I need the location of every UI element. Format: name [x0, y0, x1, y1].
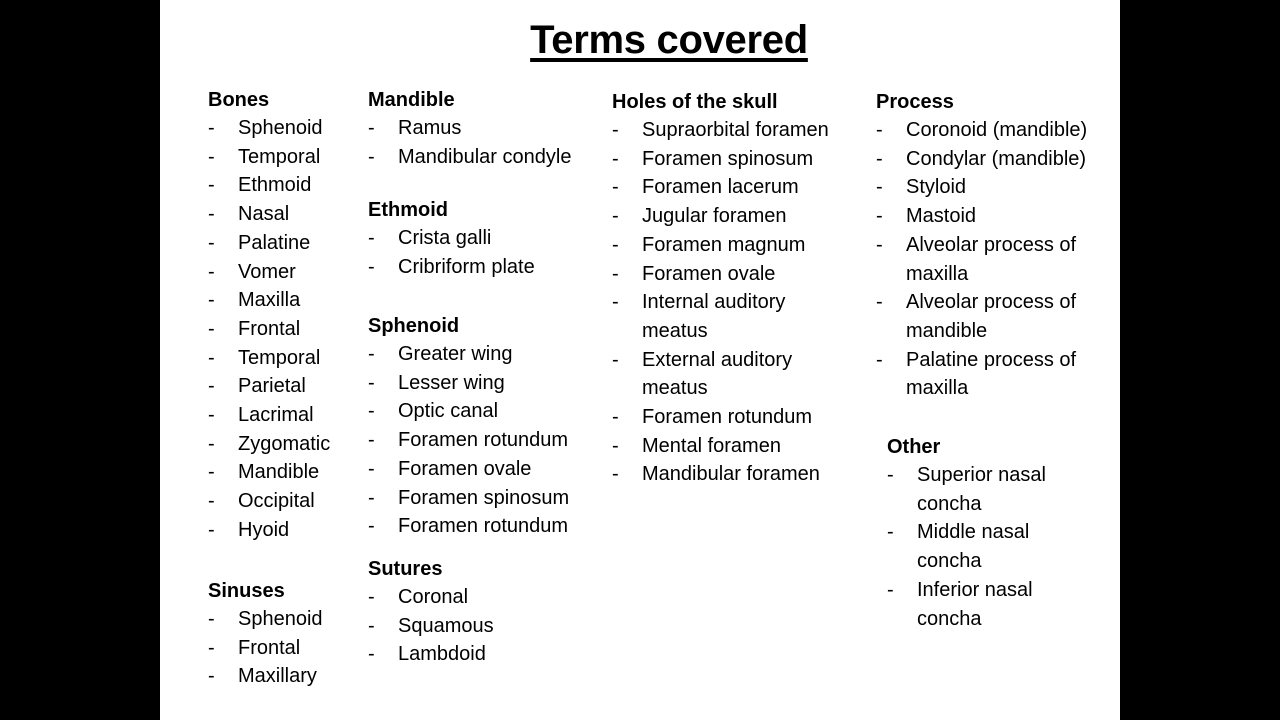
list-item: [612, 288, 847, 345]
term-list: [208, 114, 330, 545]
term-text: Foramen spinosum: [398, 486, 570, 509]
term-text: Palatine: [238, 231, 311, 254]
section-heading: Sinuses: [208, 580, 285, 602]
list-item: [612, 260, 847, 289]
bullet-dash: -: [612, 463, 619, 486]
list-item: [208, 143, 330, 172]
term-text: Mandibular foramen: [642, 463, 820, 486]
bullet-dash: -: [368, 371, 375, 394]
bullet-dash: -: [876, 176, 883, 199]
bullet-dash: -: [887, 578, 894, 601]
list-item: [368, 640, 494, 669]
section-sinuses: [208, 577, 323, 691]
section-heading: Sutures: [368, 558, 443, 580]
bullet-dash: -: [368, 227, 375, 249]
term-text: Inferior nasal concha: [917, 578, 1033, 630]
list-item: [368, 369, 569, 398]
term-text: Mastoid: [906, 205, 977, 228]
term-text: Foramen rotundum: [398, 515, 569, 538]
bullet-dash: -: [876, 291, 883, 314]
term-list: [876, 116, 1111, 403]
bullet-dash: -: [876, 348, 883, 371]
term-list: [368, 114, 571, 171]
term-text: Palatine process of maxilla: [906, 348, 1077, 400]
list-item: [208, 634, 323, 663]
term-text: Crista galli: [398, 227, 492, 249]
list-item: [612, 173, 847, 202]
list-item: [208, 344, 330, 373]
term-text: External auditory meatus: [642, 348, 793, 400]
section-heading: Bones: [208, 89, 270, 111]
term-text: Foramen lacerum: [642, 176, 799, 199]
bullet-dash: -: [368, 643, 375, 666]
term-text: Sphenoid: [238, 117, 323, 139]
list-item: [612, 460, 847, 489]
list-item: [208, 229, 330, 258]
term-text: Mental foramen: [642, 434, 781, 457]
bullet-dash: -: [876, 119, 883, 141]
bullet-dash: -: [208, 203, 215, 226]
bullet-dash: -: [368, 586, 375, 608]
section-ethmoid: [368, 196, 535, 281]
term-text: Occipital: [238, 490, 315, 513]
list-item: [208, 258, 330, 287]
list-item: [612, 432, 847, 461]
term-text: Squamous: [398, 614, 494, 637]
bullet-dash: -: [876, 233, 883, 256]
list-item: [887, 461, 1077, 518]
list-item: [208, 516, 330, 545]
bullet-dash: -: [208, 346, 215, 369]
term-text: Temporal: [238, 346, 321, 369]
list-item: [368, 253, 535, 282]
section-sphenoid: [368, 312, 569, 541]
list-item: [887, 518, 1077, 575]
term-text: Styloid: [906, 176, 967, 199]
bullet-dash: -: [612, 262, 619, 285]
term-list: [368, 583, 494, 669]
section-other: [887, 433, 1077, 633]
bullet-dash: -: [368, 614, 375, 637]
term-text: Foramen rotundum: [398, 429, 569, 452]
bullet-dash: -: [612, 233, 619, 256]
bullet-dash: -: [208, 608, 215, 630]
bullet-dash: -: [612, 205, 619, 228]
term-text: Sphenoid: [238, 608, 323, 630]
list-item: [208, 114, 330, 143]
term-text: Ethmoid: [238, 174, 312, 197]
list-item: [208, 200, 330, 229]
list-item: [612, 202, 847, 231]
term-list: [368, 224, 535, 281]
section-heading: Sphenoid: [368, 315, 460, 337]
bullet-dash: -: [208, 117, 215, 139]
term-text: Middle nasal concha: [917, 521, 1030, 573]
list-item: [876, 346, 1111, 403]
bullet-dash: -: [876, 205, 883, 228]
term-text: Internal auditory meatus: [642, 291, 786, 342]
section-heading: Process: [876, 91, 954, 113]
term-text: Alveolar process of mandible: [906, 291, 1077, 342]
list-item: [208, 458, 330, 487]
bullet-dash: -: [612, 147, 619, 170]
bullet-dash: -: [208, 174, 215, 197]
list-item: [368, 512, 569, 541]
bullet-dash: -: [208, 260, 215, 283]
list-item: [208, 401, 330, 430]
bullet-dash: -: [612, 176, 619, 199]
term-text: Superior nasal concha: [917, 464, 1046, 515]
bullet-dash: -: [208, 375, 215, 398]
term-text: Hyoid: [238, 518, 290, 541]
bullet-dash: -: [612, 406, 619, 429]
term-text: Cribriform plate: [398, 255, 535, 278]
list-item: [368, 426, 569, 455]
term-text: Foramen rotundum: [642, 406, 813, 429]
term-text: Condylar (mandible): [906, 147, 1087, 170]
list-item: [368, 583, 494, 612]
term-text: Coronal: [398, 586, 469, 608]
list-item: [368, 397, 569, 426]
list-item: [887, 576, 1077, 633]
term-text: Temporal: [238, 145, 321, 168]
section-heading: Other: [887, 436, 941, 458]
bullet-dash: -: [208, 289, 215, 312]
term-text: Vomer: [238, 260, 296, 283]
bullet-dash: -: [208, 665, 215, 688]
slide-title: Terms covered: [530, 18, 808, 62]
bullet-dash: -: [368, 400, 375, 423]
section-heading: Ethmoid: [368, 199, 448, 221]
bullet-dash: -: [208, 636, 215, 659]
bullet-dash: -: [208, 432, 215, 455]
bullet-dash: -: [612, 291, 619, 314]
bullet-dash: -: [208, 461, 215, 484]
section-bones: [208, 86, 330, 545]
list-item: [368, 484, 569, 513]
term-text: Maxillary: [238, 665, 317, 688]
list-item: [368, 455, 569, 484]
section-mandible: [368, 86, 571, 171]
bullet-dash: -: [368, 457, 375, 480]
term-text: Mandible: [238, 461, 320, 484]
list-item: [208, 430, 330, 459]
list-item: [208, 286, 330, 315]
term-text: Alveolar process of maxilla: [906, 233, 1077, 285]
bullet-dash: -: [368, 117, 375, 139]
list-item: [876, 116, 1111, 145]
term-text: Maxilla: [238, 289, 301, 312]
list-item: [208, 315, 330, 344]
term-text: Coronoid (mandible): [906, 119, 1088, 141]
bullet-dash: -: [368, 486, 375, 509]
term-text: Jugular foramen: [642, 205, 787, 228]
term-text: Lesser wing: [398, 371, 505, 394]
list-item: [208, 662, 323, 691]
term-list: [368, 340, 569, 541]
term-list: [887, 461, 1077, 633]
term-text: Lambdoid: [398, 643, 486, 666]
term-text: Lacrimal: [238, 404, 314, 427]
bullet-dash: -: [208, 490, 215, 513]
list-item: [612, 116, 847, 145]
term-list: [208, 605, 323, 691]
list-item: [876, 231, 1111, 288]
bullet-dash: -: [368, 343, 375, 365]
list-item: [368, 340, 569, 369]
term-text: Parietal: [238, 375, 306, 398]
list-item: [876, 288, 1111, 345]
term-text: Ramus: [398, 117, 462, 139]
list-item: [612, 231, 847, 260]
list-item: [876, 145, 1111, 174]
term-text: Supraorbital foramen: [642, 119, 829, 141]
list-item: [368, 143, 571, 172]
bullet-dash: -: [612, 348, 619, 371]
bullet-dash: -: [208, 317, 215, 340]
section-holes-of-the-skull: [612, 88, 847, 489]
list-item: [368, 114, 571, 143]
bullet-dash: -: [368, 429, 375, 452]
list-item: [208, 372, 330, 401]
bullet-dash: -: [208, 145, 215, 168]
term-text: Foramen spinosum: [642, 147, 814, 170]
list-item: [368, 612, 494, 641]
list-item: [368, 224, 535, 253]
term-text: Foramen ovale: [642, 262, 776, 285]
list-item: [876, 173, 1111, 202]
bullet-dash: -: [368, 255, 375, 278]
term-text: Mandibular condyle: [398, 145, 572, 168]
term-text: Frontal: [238, 317, 301, 340]
slide: [160, 0, 1120, 720]
term-text: Nasal: [238, 203, 290, 226]
bullet-dash: -: [887, 521, 894, 544]
section-sutures: [368, 555, 494, 669]
list-item: [208, 487, 330, 516]
section-heading: Holes of the skull: [612, 91, 778, 113]
bullet-dash: -: [208, 404, 215, 427]
bullet-dash: -: [887, 464, 894, 486]
term-text: Frontal: [238, 636, 301, 659]
section-process: [876, 88, 1111, 403]
list-item: [612, 346, 847, 403]
term-text: Zygomatic: [238, 432, 331, 455]
list-item: [208, 171, 330, 200]
section-heading: Mandible: [368, 89, 455, 111]
list-item: [876, 202, 1111, 231]
bullet-dash: -: [876, 147, 883, 170]
term-text: Greater wing: [398, 343, 513, 365]
bullet-dash: -: [368, 145, 375, 168]
bullet-dash: -: [208, 518, 215, 541]
list-item: [612, 403, 847, 432]
term-text: Optic canal: [398, 400, 499, 423]
bullet-dash: -: [612, 119, 619, 141]
list-item: [208, 605, 323, 634]
term-list: [612, 116, 847, 489]
term-text: Foramen ovale: [398, 457, 532, 480]
bullet-dash: -: [612, 434, 619, 457]
bullet-dash: -: [208, 231, 215, 254]
bullet-dash: -: [368, 515, 375, 538]
list-item: [612, 145, 847, 174]
term-text: Foramen magnum: [642, 233, 806, 256]
